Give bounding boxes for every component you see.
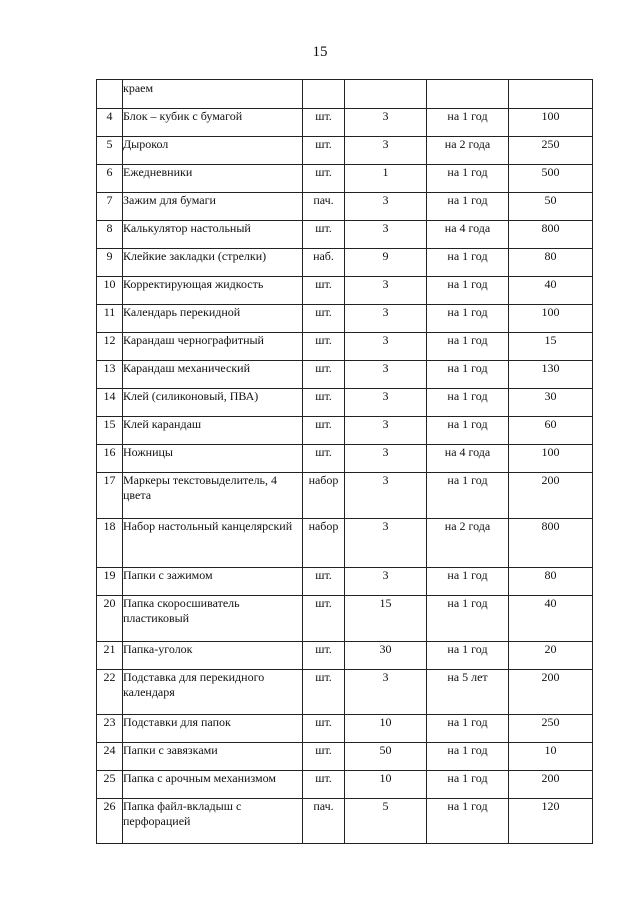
- table-row: [97, 642, 593, 670]
- cell-num: 4: [97, 109, 123, 137]
- cell-term: на 1 год: [427, 165, 509, 193]
- cell-price: 100: [509, 109, 593, 137]
- cell-num: 6: [97, 165, 123, 193]
- cell-price: 15: [509, 333, 593, 361]
- cell-unit: шт.: [303, 715, 345, 743]
- cell-unit: шт.: [303, 221, 345, 249]
- cell-term: на 1 год: [427, 389, 509, 417]
- cell-price: 800: [509, 519, 593, 568]
- cell-qty: 3: [345, 277, 427, 305]
- cell-num: 23: [97, 715, 123, 743]
- cell-qty: 5: [345, 799, 427, 844]
- cell-num: 8: [97, 221, 123, 249]
- table-row: [97, 389, 593, 417]
- cell-price: 10: [509, 743, 593, 771]
- cell-num: 19: [97, 568, 123, 596]
- cell-qty: 1: [345, 165, 427, 193]
- cell-name: Зажим для бумаги: [123, 193, 303, 221]
- cell-unit: шт.: [303, 596, 345, 642]
- cell-price: 130: [509, 361, 593, 389]
- cell-num: 14: [97, 389, 123, 417]
- cell-num: 5: [97, 137, 123, 165]
- table-row: [97, 743, 593, 771]
- cell-qty: 3: [345, 305, 427, 333]
- cell-num: 24: [97, 743, 123, 771]
- cell-qty: 3: [345, 519, 427, 568]
- cell-term: на 4 года: [427, 445, 509, 473]
- cell-term: на 1 год: [427, 305, 509, 333]
- table-row: [97, 799, 593, 844]
- table-row: [97, 361, 593, 389]
- cell-term: на 1 год: [427, 743, 509, 771]
- cell-name: Карандаш чернографитный: [123, 333, 303, 361]
- cell-term: на 5 лет: [427, 670, 509, 715]
- table-row-continuation: [97, 80, 593, 109]
- table-row: [97, 305, 593, 333]
- cell-qty: 3: [345, 389, 427, 417]
- cell-unit: наб.: [303, 249, 345, 277]
- cell-num: 13: [97, 361, 123, 389]
- cell-price: 40: [509, 596, 593, 642]
- cell-unit: шт.: [303, 305, 345, 333]
- cell-unit: набор: [303, 473, 345, 519]
- cell-name: краем: [123, 80, 303, 109]
- cell-qty: 30: [345, 642, 427, 670]
- cell-unit: шт.: [303, 333, 345, 361]
- cell-unit: шт.: [303, 137, 345, 165]
- cell-qty: 3: [345, 221, 427, 249]
- cell-num: 15: [97, 417, 123, 445]
- cell-qty: 3: [345, 473, 427, 519]
- cell-term: на 2 года: [427, 137, 509, 165]
- cell-name: Калькулятор настольный: [123, 221, 303, 249]
- cell-qty: 3: [345, 193, 427, 221]
- cell-unit: шт.: [303, 743, 345, 771]
- cell-num: 17: [97, 473, 123, 519]
- cell-term: на 1 год: [427, 193, 509, 221]
- cell-name: Ножницы: [123, 445, 303, 473]
- cell-term: на 1 год: [427, 642, 509, 670]
- cell-unit: шт.: [303, 771, 345, 799]
- cell-term: на 1 год: [427, 799, 509, 844]
- table-body: [97, 80, 593, 844]
- cell-name: Календарь перекидной: [123, 305, 303, 333]
- cell-unit: шт.: [303, 417, 345, 445]
- cell-unit: шт.: [303, 389, 345, 417]
- cell-term: на 1 год: [427, 568, 509, 596]
- cell-name: Клей (силиконовый, ПВА): [123, 389, 303, 417]
- cell-num: 9: [97, 249, 123, 277]
- cell-term: на 4 года: [427, 221, 509, 249]
- cell-price: 50: [509, 193, 593, 221]
- cell-name: Папки с зажимом: [123, 568, 303, 596]
- cell-term: на 1 год: [427, 109, 509, 137]
- cell-num: 10: [97, 277, 123, 305]
- cell-unit: шт.: [303, 670, 345, 715]
- cell-num: 25: [97, 771, 123, 799]
- cell-num: 7: [97, 193, 123, 221]
- table-row: [97, 568, 593, 596]
- cell-name: Набор настольный канцелярский: [123, 519, 303, 568]
- cell-name: Подставка для перекидного календаря: [123, 670, 303, 715]
- cell-term: на 1 год: [427, 715, 509, 743]
- table-row: [97, 333, 593, 361]
- cell-term: на 1 год: [427, 417, 509, 445]
- cell-qty: 9: [345, 249, 427, 277]
- table-row: [97, 473, 593, 519]
- cell-price: 500: [509, 165, 593, 193]
- cell-num: 22: [97, 670, 123, 715]
- cell-unit: шт.: [303, 109, 345, 137]
- table-row: [97, 109, 593, 137]
- cell-num: 21: [97, 642, 123, 670]
- table-row: [97, 596, 593, 642]
- cell-qty: 50: [345, 743, 427, 771]
- cell-name: Папка с арочным механизмом: [123, 771, 303, 799]
- cell-qty: 3: [345, 137, 427, 165]
- cell-qty: 3: [345, 361, 427, 389]
- table-row: [97, 445, 593, 473]
- cell-term: на 1 год: [427, 249, 509, 277]
- cell-term: на 1 год: [427, 771, 509, 799]
- cell-term: на 1 год: [427, 277, 509, 305]
- cell-price: 30: [509, 389, 593, 417]
- cell-unit: шт.: [303, 642, 345, 670]
- supply-table: [96, 79, 593, 844]
- cell-qty: 15: [345, 596, 427, 642]
- cell-name: Маркеры текстовыделитель, 4 цвета: [123, 473, 303, 519]
- cell-unit: [303, 80, 345, 109]
- cell-price: 100: [509, 445, 593, 473]
- table-row: [97, 417, 593, 445]
- cell-unit: шт.: [303, 165, 345, 193]
- cell-qty: 3: [345, 568, 427, 596]
- cell-num: 26: [97, 799, 123, 844]
- cell-name: Блок – кубик с бумагой: [123, 109, 303, 137]
- table-row: [97, 165, 593, 193]
- cell-price: 60: [509, 417, 593, 445]
- cell-term: на 1 год: [427, 361, 509, 389]
- table-row: [97, 771, 593, 799]
- cell-unit: пач.: [303, 799, 345, 844]
- table-row: [97, 137, 593, 165]
- cell-qty: [345, 80, 427, 109]
- cell-num: 12: [97, 333, 123, 361]
- table-row: [97, 249, 593, 277]
- cell-num: [97, 80, 123, 109]
- cell-qty: 3: [345, 445, 427, 473]
- table-row: [97, 715, 593, 743]
- cell-price: 200: [509, 473, 593, 519]
- cell-num: 20: [97, 596, 123, 642]
- table-row: [97, 193, 593, 221]
- cell-term: на 1 год: [427, 596, 509, 642]
- cell-name: Ежедневники: [123, 165, 303, 193]
- cell-price: 20: [509, 642, 593, 670]
- cell-unit: набор: [303, 519, 345, 568]
- cell-term: [427, 80, 509, 109]
- cell-unit: шт.: [303, 277, 345, 305]
- cell-price: 250: [509, 715, 593, 743]
- cell-unit: шт.: [303, 445, 345, 473]
- cell-name: Папка скоросшиватель пластиковый: [123, 596, 303, 642]
- cell-price: [509, 80, 593, 109]
- table-row: [97, 277, 593, 305]
- cell-price: 40: [509, 277, 593, 305]
- cell-unit: шт.: [303, 568, 345, 596]
- cell-unit: пач.: [303, 193, 345, 221]
- cell-price: 80: [509, 568, 593, 596]
- cell-name: Клейкие закладки (стрелки): [123, 249, 303, 277]
- cell-price: 200: [509, 670, 593, 715]
- cell-qty: 10: [345, 715, 427, 743]
- cell-name: Папки с завязками: [123, 743, 303, 771]
- cell-term: на 1 год: [427, 333, 509, 361]
- cell-qty: 3: [345, 109, 427, 137]
- table-row: [97, 221, 593, 249]
- cell-qty: 3: [345, 670, 427, 715]
- cell-price: 800: [509, 221, 593, 249]
- cell-price: 120: [509, 799, 593, 844]
- table-row: [97, 519, 593, 568]
- cell-name: Карандаш механический: [123, 361, 303, 389]
- cell-price: 80: [509, 249, 593, 277]
- cell-name: Папка-уголок: [123, 642, 303, 670]
- cell-price: 250: [509, 137, 593, 165]
- cell-qty: 3: [345, 417, 427, 445]
- cell-name: Корректирующая жидкость: [123, 277, 303, 305]
- cell-name: Подставки для папок: [123, 715, 303, 743]
- cell-name: Клей карандаш: [123, 417, 303, 445]
- cell-name: Дырокол: [123, 137, 303, 165]
- cell-qty: 10: [345, 771, 427, 799]
- page-number: 15: [312, 44, 328, 60]
- cell-num: 11: [97, 305, 123, 333]
- cell-num: 18: [97, 519, 123, 568]
- cell-price: 100: [509, 305, 593, 333]
- cell-price: 200: [509, 771, 593, 799]
- cell-unit: шт.: [303, 361, 345, 389]
- cell-term: на 1 год: [427, 473, 509, 519]
- cell-term: на 2 года: [427, 519, 509, 568]
- cell-qty: 3: [345, 333, 427, 361]
- table-row: [97, 670, 593, 715]
- cell-num: 16: [97, 445, 123, 473]
- cell-name: Папка файл-вкладыш с перфорацией: [123, 799, 303, 844]
